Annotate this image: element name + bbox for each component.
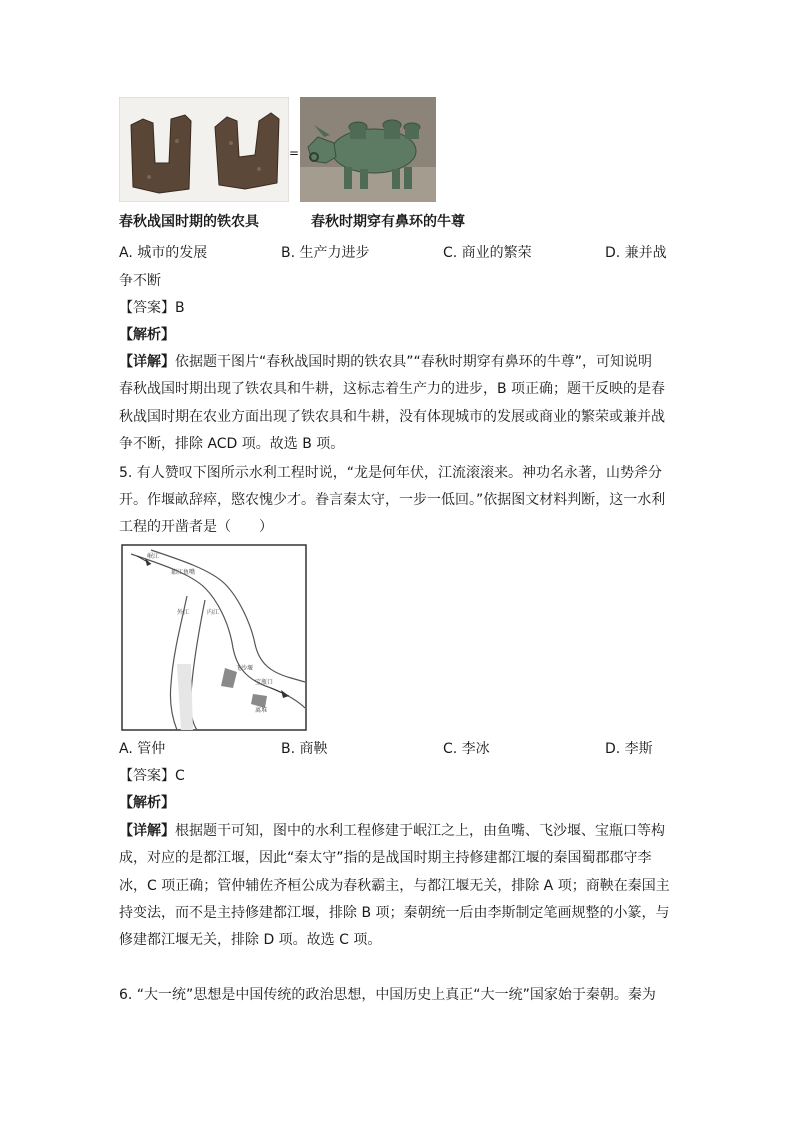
q5-stem-line-3: 工程的开凿者是（ ） xyxy=(119,519,273,535)
q5-detail-line-3: 冰，C 项正确；管仲辅佐齐桓公成为春秋霸主，与都江堰无关，排除 A 项；商鞅在秦国主 xyxy=(119,878,670,894)
q4-option-b[interactable]: B. 生产力进步 xyxy=(281,245,370,261)
map-label-feishayan: 飞沙堰 xyxy=(235,665,254,672)
dujiangyan-map xyxy=(121,544,307,731)
iron-tools-photo xyxy=(119,97,289,202)
q5-option-a[interactable]: A. 管仲 xyxy=(119,741,166,757)
q4-answer: 【答案】B xyxy=(119,300,185,316)
map-label-neijiang: 内江 xyxy=(207,609,220,616)
q4-option-a[interactable]: A. 城市的发展 xyxy=(119,245,208,261)
ox-zun-illustration xyxy=(300,97,436,202)
separator-mark: = xyxy=(289,146,300,160)
q4-detail-line-3: 秋战国时期在农业方面出现了铁农具和牛耕，没有体现城市的发展或商业的繁荣或兼并战 xyxy=(119,409,665,425)
q5-analysis-heading: 【解析】 xyxy=(119,795,175,811)
caption-iron-tools: 春秋战国时期的铁农具 xyxy=(119,214,259,230)
dujiangyan-map-illustration xyxy=(121,544,307,731)
q4-analysis-heading: 【解析】 xyxy=(119,327,175,343)
q5-detail-line-1 xyxy=(119,821,665,841)
q4-detail-text-1: 依据题干图片“春秋战国时期的铁农具”“春秋时期穿有鼻环的牛尊”，可知说明 xyxy=(175,354,653,370)
iron-tools-illustration xyxy=(119,97,289,202)
q4-detail-line-2: 春秋战国时期出现了铁农具和牛耕，这标志着生产力的进步，B 项正确；题干反映的是春 xyxy=(119,381,666,397)
q5-stem-line-1: 5. 有人赞叹下图所示水利工程时说，“龙是何年伏，江流滚滚来。神功名永著，山势斧分 xyxy=(119,465,663,481)
map-label-waijiang: 外江 xyxy=(177,609,190,616)
q5-stem-line-2: 开。作堰畝辞瘁，愍农愧少才。眷言秦太守，一步一低回。”依据图文材料判断，这一水利 xyxy=(119,492,666,508)
map-label-baopingkou: 宝瓶口 xyxy=(255,679,274,686)
q5-detail-label: 【详解】 xyxy=(119,823,175,839)
q4-detail-line-4: 争不断，排除 ACD 项。故选 B 项。 xyxy=(119,436,345,452)
q5-detail-line-5: 修建都江堰无关，排除 D 项。故选 C 项。 xyxy=(119,932,382,948)
ox-zun-photo xyxy=(300,97,436,202)
q5-detail-line-2: 成，对应的是都江堰，因此“秦太守”指的是战国时期主持修建都江堰的秦国蜀郡郡守李 xyxy=(119,850,652,866)
q4-detail-label: 【详解】 xyxy=(119,354,175,370)
q5-option-c[interactable]: C. 李冰 xyxy=(443,741,490,757)
q5-detail-line-4: 持变法，而不是主持修建都江堰，排除 B 项；秦朝统一后由李斯制定笔画规整的小篆，与 xyxy=(119,905,670,921)
q4-option-c[interactable]: C. 商业的繁荣 xyxy=(443,245,532,261)
q4-option-d-continued: 争不断 xyxy=(119,273,161,289)
map-label-minjiang: 岷江 xyxy=(147,553,160,560)
q6-stem-line-1: 6. “大一统”思想是中国传统的政治思想，中国历史上真正“大一统”国家始于秦朝。秦为 xyxy=(119,987,656,1003)
q4-option-d[interactable]: D. 兼并战 xyxy=(605,245,667,261)
q4-detail-line-1 xyxy=(119,352,652,372)
map-label-dujiang: 都江鱼嘴 xyxy=(171,569,196,576)
q5-option-b[interactable]: B. 商鞅 xyxy=(281,741,328,757)
map-label-lidui: 离堆 xyxy=(255,707,268,714)
caption-ox-zun: 春秋时期穿有鼻环的牛尊 xyxy=(311,214,465,230)
q5-option-d[interactable]: D. 李斯 xyxy=(605,741,653,757)
q5-answer: 【答案】C xyxy=(119,768,185,784)
q5-detail-text-1: 根据题干可知，图中的水利工程修建于岷江之上，由鱼嘴、飞沙堰、宝瓶口等构 xyxy=(175,823,665,839)
